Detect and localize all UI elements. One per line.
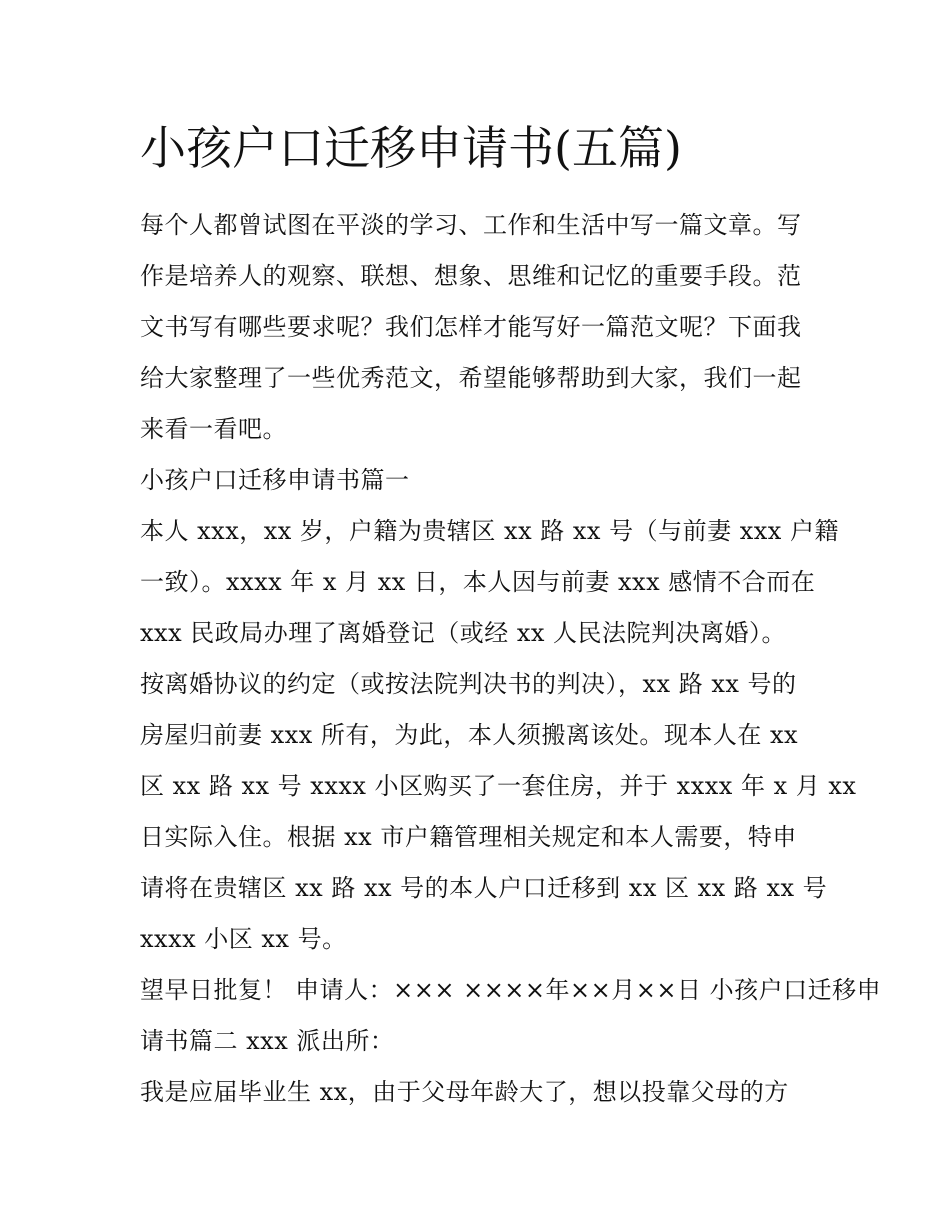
body-line: 房屋归前妻 xxx 所有，为此，本人须搬离该处。现本人在 xx bbox=[140, 721, 799, 749]
body-line: 给大家整理了一些优秀范文，希望能够帮助到大家，我们一起 bbox=[140, 364, 802, 392]
body-line: 请将在贵辖区 xx 路 xx 号的本人户口迁移到 xx 区 xx 路 xx 号 bbox=[140, 874, 828, 902]
body-line: 一致）。xxxx 年 x 月 xx 日，本人因与前妻 xxx 感情不合而在 bbox=[140, 568, 816, 596]
body-line: 来看一看吧。 bbox=[140, 415, 287, 443]
document-title: 小孩户口迁移申请书(五篇) bbox=[140, 121, 682, 175]
body-line: 每个人都曾试图在平淡的学习、工作和生活中写一篇文章。写 bbox=[140, 211, 802, 239]
body-line: 作是培养人的观察、联想、想象、思维和记忆的重要手段。范 bbox=[140, 262, 802, 290]
body-line: 文书写有哪些要求呢？我们怎样才能写好一篇范文呢？下面我 bbox=[140, 313, 802, 341]
body-line: 区 xx 路 xx 号 xxxx 小区购买了一套住房，并于 xxxx 年 x 月 xx bbox=[140, 772, 857, 800]
body-line: 日实际入住。根据 xx 市户籍管理相关规定和本人需要，特申 bbox=[140, 823, 797, 851]
document-body bbox=[140, 200, 882, 1118]
body-line: xxxx 小区 xx 号。 bbox=[140, 925, 347, 953]
section-heading: 小孩户口迁移申请书篇一 bbox=[140, 466, 410, 494]
body-line: 本人 xxx，xx 岁，户籍为贵辖区 xx 路 xx 号（与前妻 xxx 户籍 bbox=[140, 517, 839, 545]
body-line: 我是应届毕业生 xx，由于父母年龄大了，想以投靠父母的方 bbox=[140, 1078, 789, 1106]
body-line: 按离婚协议的约定（或按法院判决书的判决），xx 路 xx 号的 bbox=[140, 670, 797, 698]
body-line: 请书篇二 xxx 派出所： bbox=[140, 1027, 395, 1055]
body-line: 望早日批复！ 申请人：××× ××××年××月××日 小孩户口迁移申 bbox=[140, 976, 882, 1004]
body-line: xxx 民政局办理了离婚登记（或经 xx 人民法院判决离婚）。 bbox=[140, 619, 787, 647]
